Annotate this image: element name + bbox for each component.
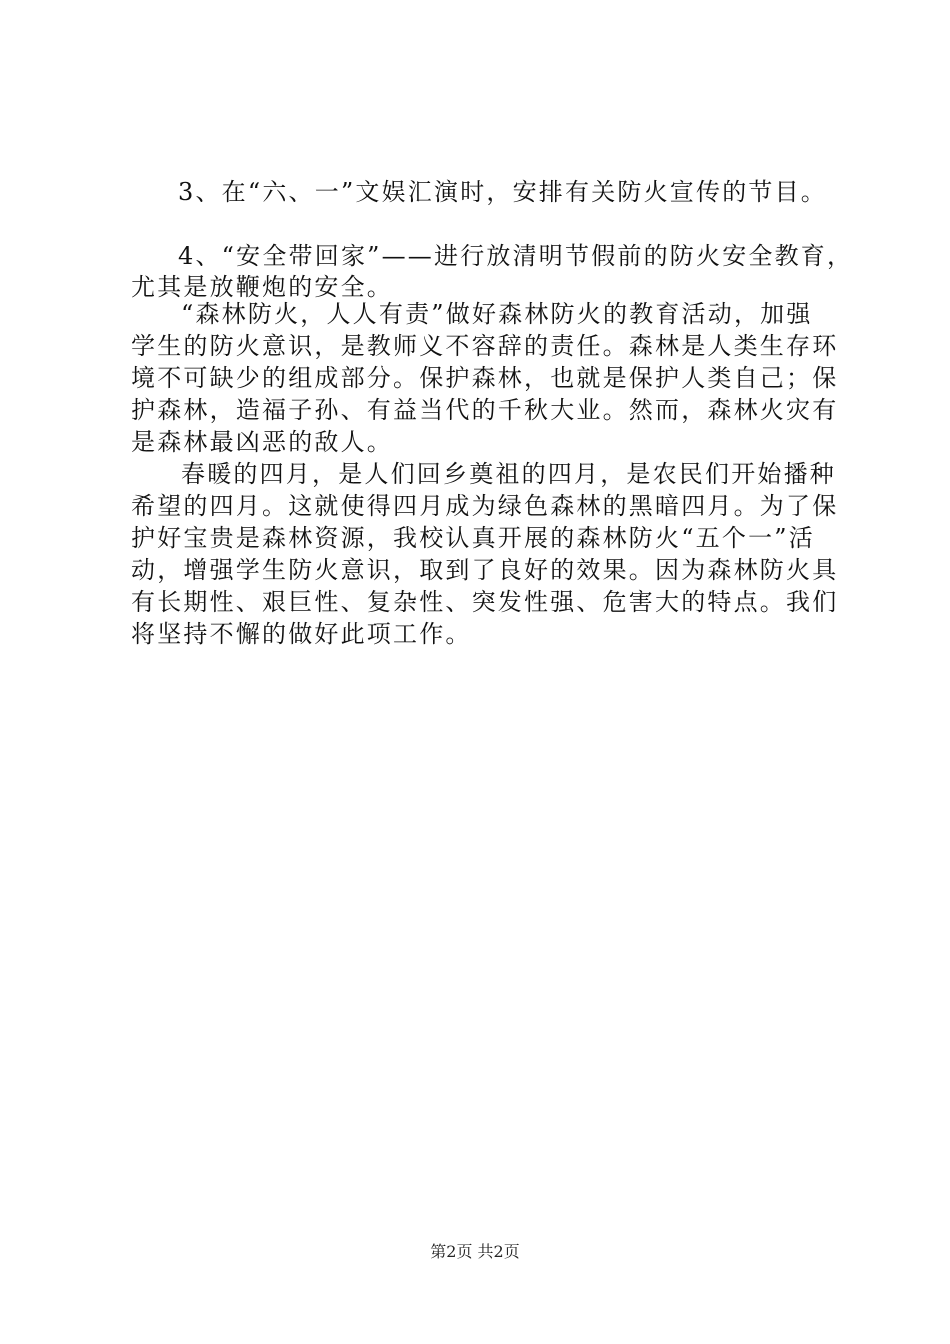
page-number-footer: 第2页 共2页: [430, 1242, 520, 1261]
paragraph-1-line-5: 是森林最凶恶的敌人。: [131, 428, 393, 456]
paragraph-2-line-5: 有长期性、艰巨性、复杂性、突发性强、危害大的特点。我们: [131, 588, 839, 616]
paragraph-2-line-1: 春暖的四月，是人们回乡奠祖的四月，是农民们开始播种: [181, 460, 836, 488]
paragraph-2-line-3: 护好宝贵是森林资源，我校认真开展的森林防火“五个一”活: [131, 524, 815, 552]
paragraph-1-line-2: 学生的防火意识，是教师义不容辞的责任。森林是人类生存环: [131, 332, 839, 360]
paragraph-2-line-2: 希望的四月。这就使得四月成为绿色森林的黑暗四月。为了保: [131, 492, 839, 520]
paragraph-1-line-3: 境不可缺少的组成部分。保护森林，也就是保护人类自己；保: [131, 364, 839, 392]
paragraph-2-line-4: 动，增强学生防火意识，取到了良好的效果。因为森林防火具: [131, 556, 839, 584]
item-4-line-1: 4、“安全带回家”——进行放清明节假前的防火安全教育，: [178, 242, 854, 270]
paragraph-2-line-6: 将坚持不懈的做好此项工作。: [131, 620, 472, 648]
paragraph-1-line-4: 护森林，造福子孙、有益当代的千秋大业。然而，森林火灾有: [131, 396, 839, 424]
item-4-line-2: 尤其是放鞭炮的安全。: [131, 273, 393, 301]
paragraph-1-line-1: “森林防火，人人有责”做好森林防火的教育活动，加强: [181, 300, 813, 328]
item-3-line: 3、在“六、一”文娱汇演时，安排有关防火宣传的节目。: [178, 178, 828, 206]
